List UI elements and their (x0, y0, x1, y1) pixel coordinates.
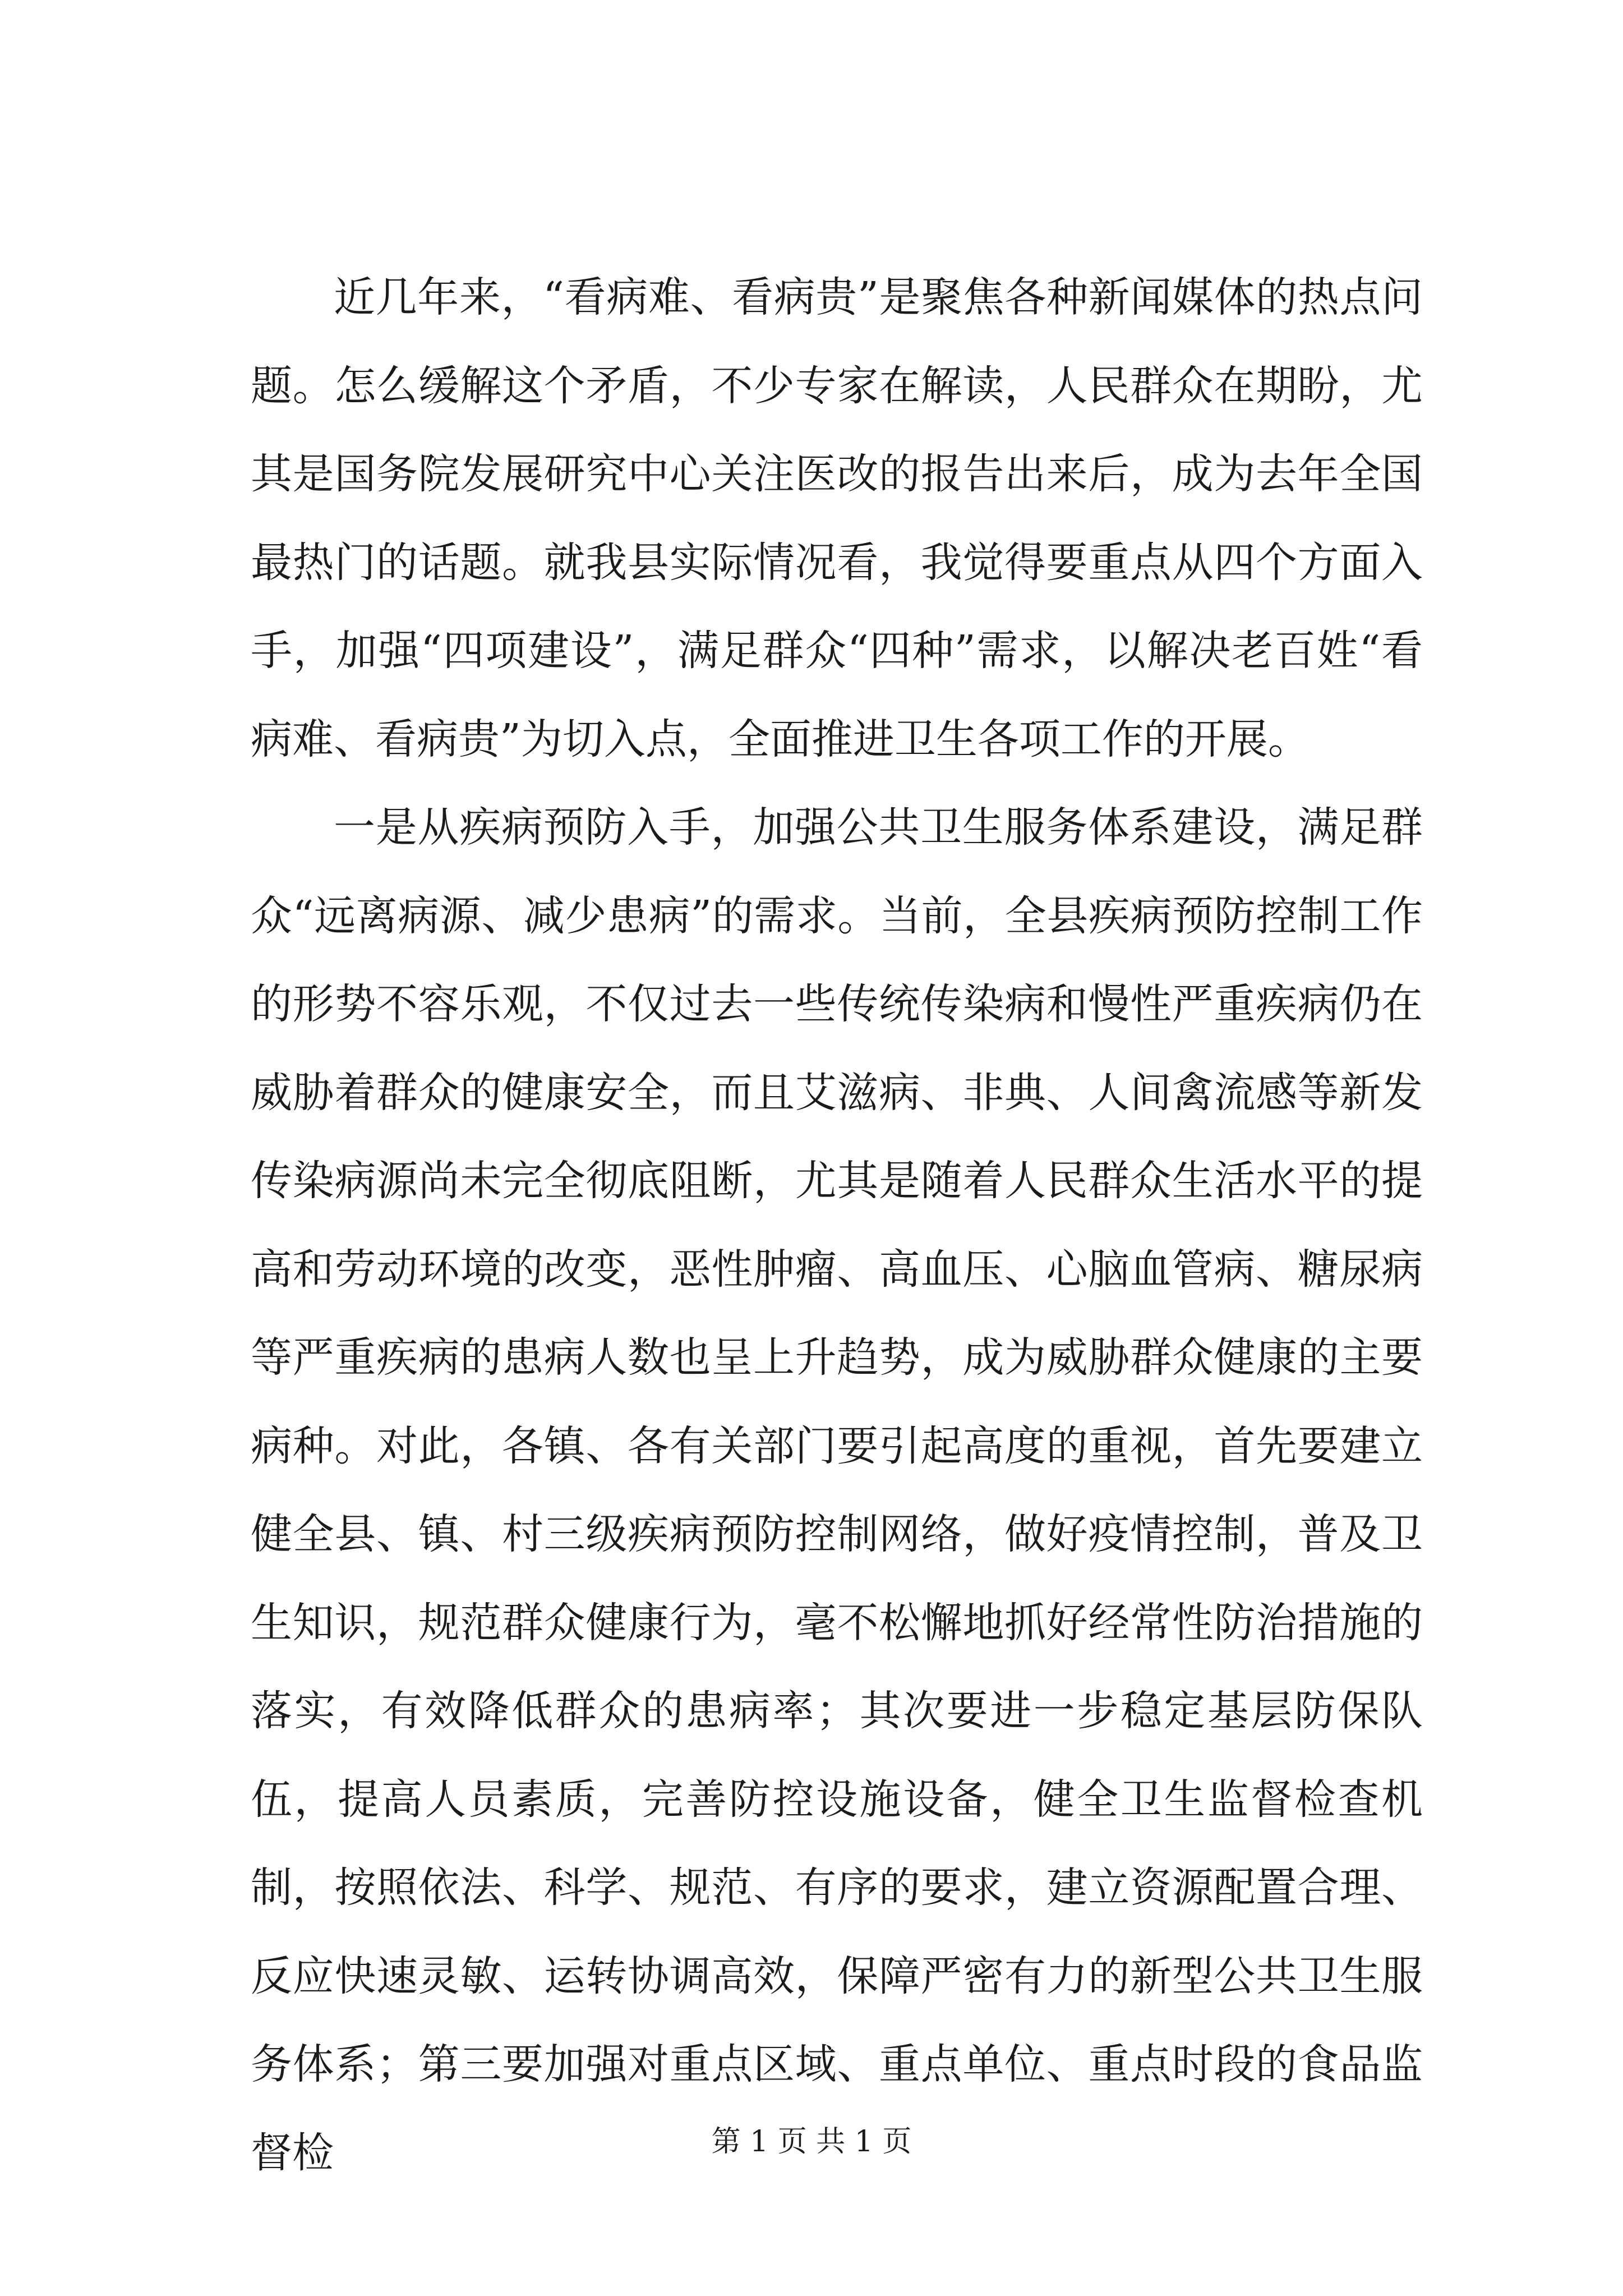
paragraph-intro: 近几年来，“看病难、看病贵”是聚焦各种新闻媒体的热点问题。怎么缓解这个矛盾，不少专家在解读，人民群众在期盼，尤其是国务院发展研究中心关注医改的报告出来后，成为去年全国最热门的话题。就我县实际情况看，我觉得要重点从四个方面入手，加强“四项建设”，满足群众“四种”需求，以解决老百姓“看病难、看病贵”为切入点，全面推进卫生各项工作的开展。 (251, 273, 1423, 763)
document-body (251, 254, 1423, 2197)
page-footer: 第 1 页 共 1 页 (711, 2125, 912, 2159)
paragraph-disease-prevention: 一是从疾病预防入手，加强公共卫生服务体系建设，满足群众“远离病源、减少患病”的需求。当前，全县疾病预防控制工作的形势不容乐观，不仅过去一些传统传染病和慢性严重疾病仍在威胁着群众的健康安全，而且艾滋病、非典、人间禽流感等新发传染病源尚未完全彻底阻断，尤其是随着人民群众生活水平的提高和劳动环境的改变，恶性肿瘤、高血压、心脑血管病、糖尿病等严重疾病的患病人数也呈上升趋势，成为威胁群众健康的主要病种。对此，各镇、各有关部门要引起高度的重视，首先要建立健全县、镇、村三级疾病预防控制网络，做好疫情控制，普及卫生知识，规范群众健康行为，毫不松懈地抓好经常性防治措施的落实，有效降低群众的患病率；其次要进一步稳定基层防保队伍，提高人员素质，完善防控设施设备，健全卫生监督检查机制，按照依法、科学、规范、有序的要求，建立资源配置合理、反应快速灵敏、运转协调高效，保障严密有力的新型公共卫生服务体系；第三要加强对重点区域、重点单位、重点时段的食品监督检 (251, 803, 1423, 2177)
